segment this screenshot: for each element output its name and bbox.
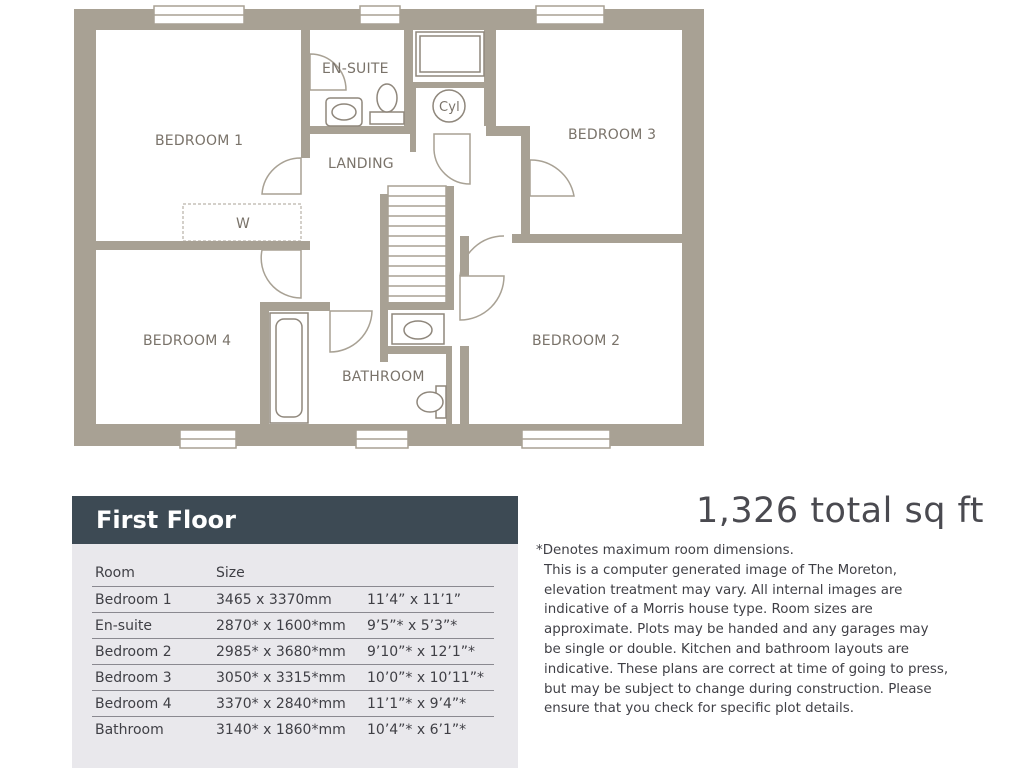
door-bed2 [460,276,504,320]
wall-bed3-bottom [512,234,682,243]
outer-wall-left [74,9,96,446]
wall-basin-bottom [388,346,448,354]
panel-title: First Floor [72,496,518,544]
wall-bed2-lower [460,346,469,426]
wall-bath-right [446,346,452,426]
table-row [92,717,494,743]
disclaimer-line: be single or double. Kitchen and bathroom layouts are [544,641,910,657]
total-area: 1,326 total sq ft [696,491,984,531]
label-ensuite: EN-SUITE [322,61,389,77]
label-bedroom-2: BEDROOM 2 [532,333,621,349]
door-bed4 [261,250,301,298]
cell-room: En-suite [92,613,213,639]
disclaimer-line: *Denotes maximum room dimensions. [536,543,794,558]
wall-bed1-bottom [96,241,310,250]
header-size: Size [213,560,364,587]
table-header-row [92,560,494,587]
cell-imperial: 9’10”* x 12’1”* [364,639,494,665]
bathroom-basin-bowl [404,321,432,339]
cell-room: Bathroom [95,721,164,738]
cell-imperial: 10’0”* x 10’11”* [364,665,494,691]
label-bedroom-4: BEDROOM 4 [143,333,232,349]
cell-metric: 3465 x 3370mm [213,587,364,613]
label-bedroom-3: BEDROOM 3 [568,127,657,143]
disclaimer-line: approximate. Plots may be handed and any garages may [544,622,929,638]
door-cyl [434,134,470,184]
disclaimer-line: but may be subject to change during construction. Please [544,681,932,697]
cell-metric: 2870* x 1600*mm [213,613,364,639]
ensuite-basin-bowl [332,104,356,120]
table-row [92,665,494,691]
cell-room: Bedroom 3 [92,665,213,691]
stairs [388,186,446,306]
cell-imperial: 11’1”* x 9’4”* [364,691,494,717]
cell-metric: 3140* x 1860*mm [216,721,346,738]
wall-cyl-top [410,82,486,88]
wall-cyl-right [484,30,496,126]
cell-imperial: 10’4”* x 6’1”* [367,721,467,738]
header-room: Room [92,560,213,587]
room-dimensions-panel [72,496,518,768]
table-row [92,691,494,717]
bathroom-wc [417,392,443,412]
cell-metric: 2985* x 3680*mm [213,639,364,665]
label-bedroom-1: BEDROOM 1 [155,133,244,149]
wall-ensuite-bottom [310,126,410,134]
door-bed1 [262,158,301,194]
wall-stair-right [446,186,454,310]
disclaimer-line: elevation treatment may vary. All internal images are [544,582,903,598]
cell-room: Bedroom 1 [92,587,213,613]
disclaimer-line: ensure that you check for specific plot details. [544,701,854,717]
cell-imperial: 9’5”* x 5’3”* [364,613,494,639]
wall-stair-left [380,194,388,310]
cell-room: Bedroom 4 [92,691,213,717]
disclaimer-line: indicative of a Morris house type. Room sizes are [544,602,873,618]
wall-bed1-stub [301,128,310,158]
label-cylinder: Cyl [439,100,460,115]
wall-cyl-left [410,82,416,152]
table-row [92,613,494,639]
label-bathroom: BATHROOM [342,369,425,385]
cell-imperial: 11’4” x 11’1” [364,587,494,613]
cell-metric: 3370* x 2840*mm [213,691,364,717]
header-imperial [364,560,494,587]
disclaimer-line: This is a computer generated image of The Moreton, [544,562,897,578]
label-landing: LANDING [328,156,394,172]
wall-basin-side [380,302,388,362]
wall-bath-top [260,302,330,311]
door-bed3 [530,160,574,196]
cell-room: Bedroom 2 [92,639,213,665]
table-row [92,587,494,613]
table-row [92,639,494,665]
ensuite-wc-cistern [370,112,404,124]
room-dimensions-table [92,560,494,742]
ensuite-wc [377,84,397,112]
disclaimer-line: indicative. These plans are correct at time of going to press, [544,661,949,677]
cell-metric: 3050* x 3315*mm [213,665,364,691]
wall-bath-left [260,302,269,426]
shower-tray-inner [420,36,480,72]
disclaimer [536,541,976,719]
wall-bed3-side [521,126,530,236]
door-bathroom [330,311,372,352]
bath-tub-inner [276,319,302,417]
outer-wall-right [682,9,704,446]
label-wardrobe: W [236,216,251,232]
wall-bed1-landing [301,90,310,128]
wall-bed1-ensuite [301,30,310,90]
